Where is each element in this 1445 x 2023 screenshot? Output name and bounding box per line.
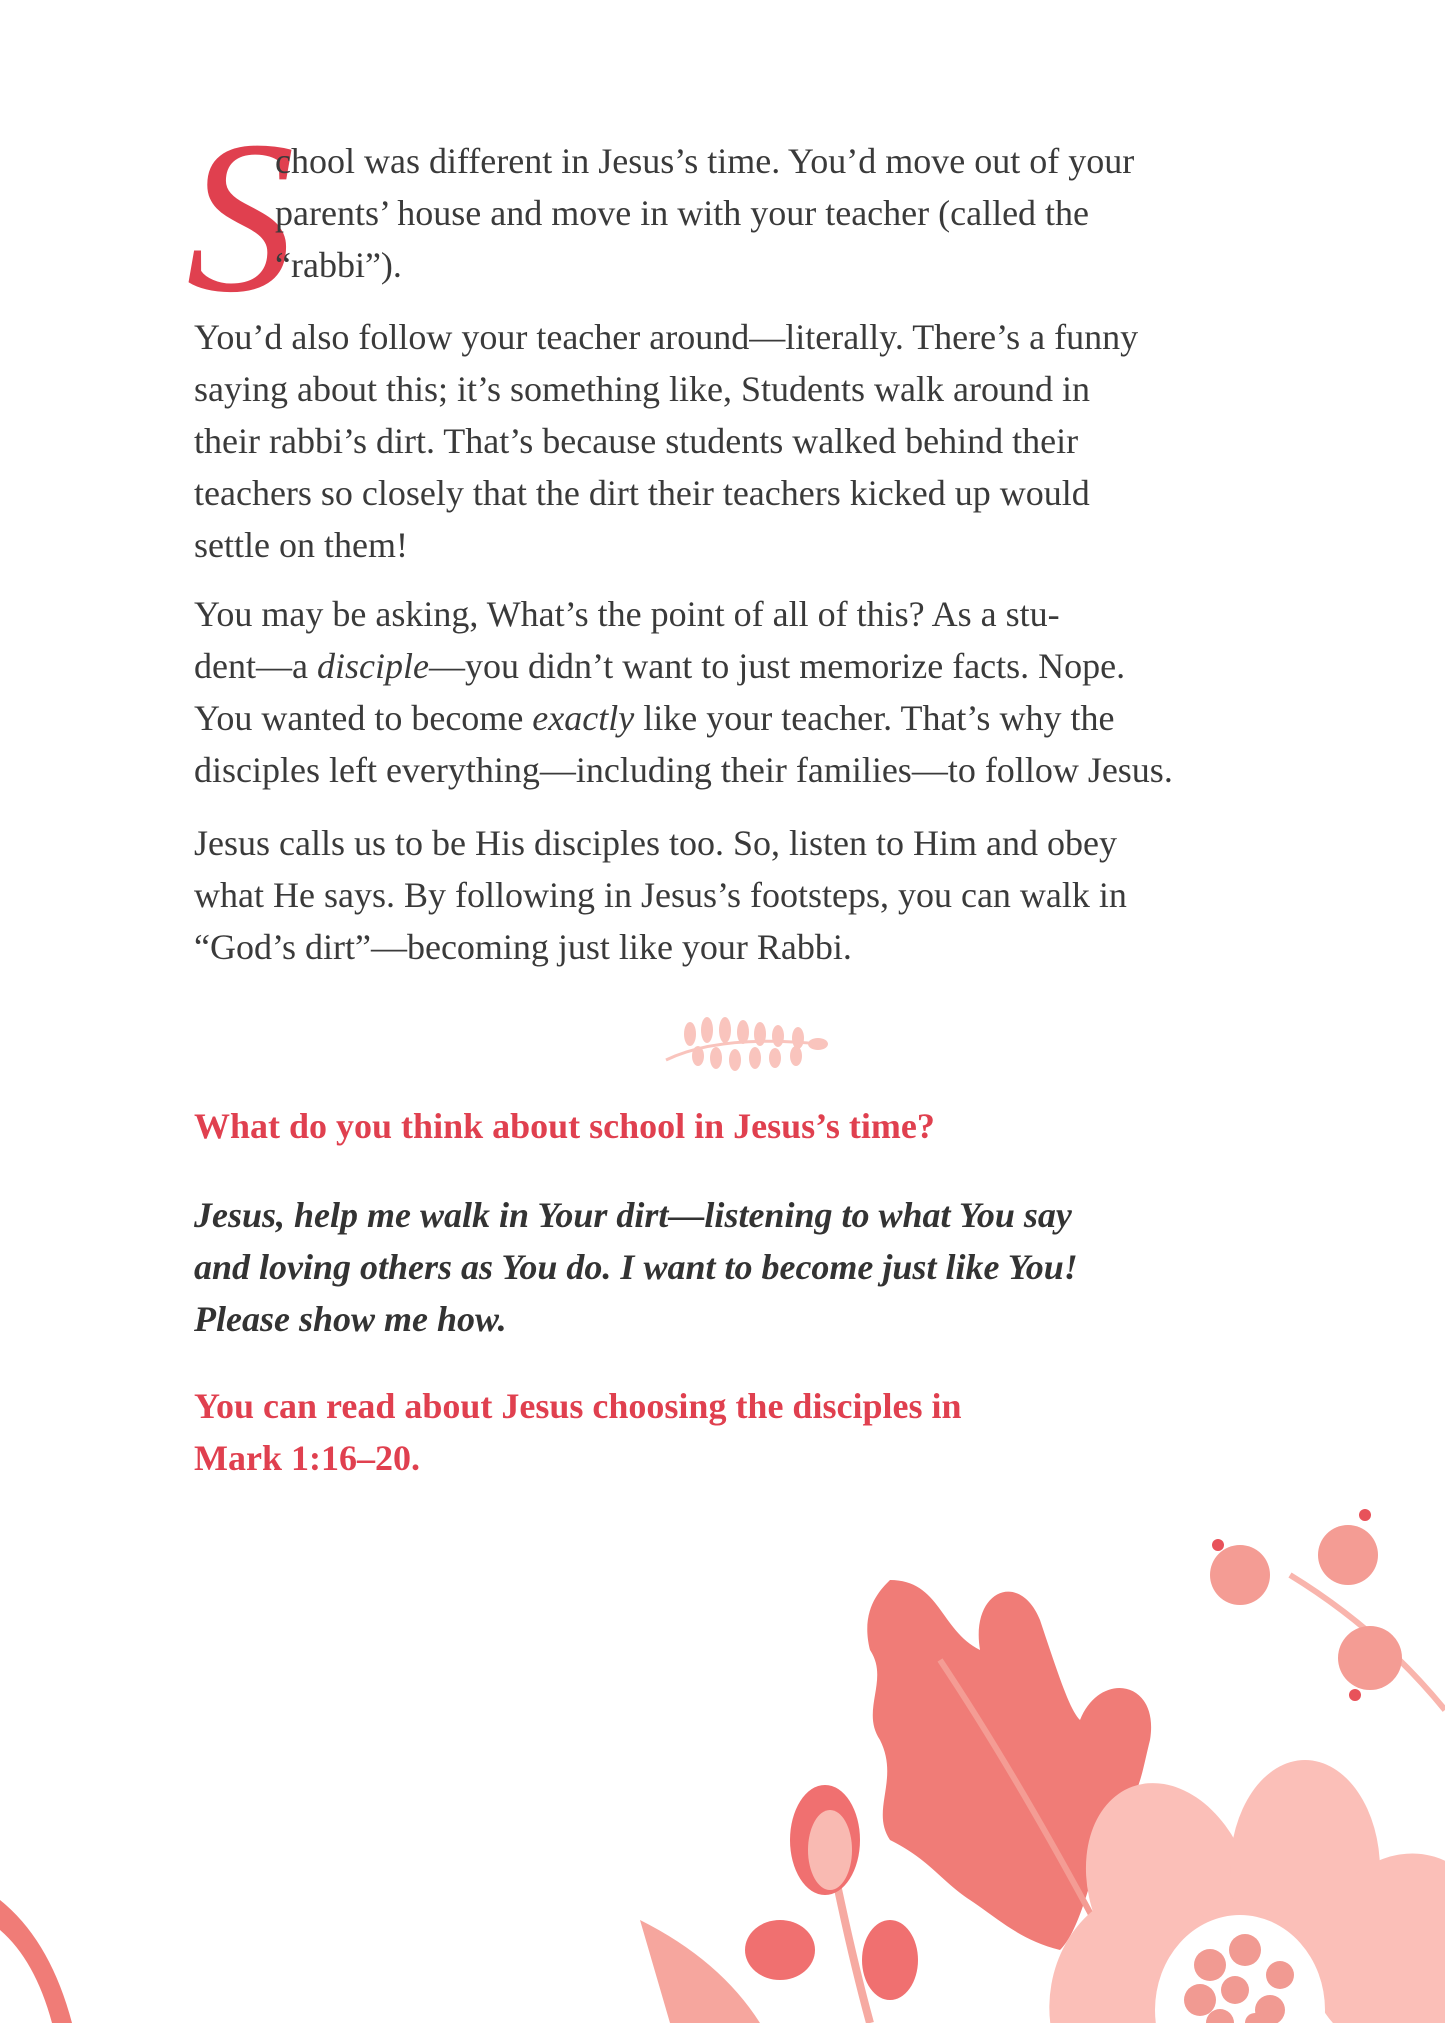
sprig-divider-icon	[660, 1012, 830, 1072]
text-line: parents’ house and move in with your teacher (called the	[275, 193, 1090, 233]
text: You wanted to become	[194, 698, 533, 738]
text-line: Jesus calls us to be His disciples too. So, listen to Him and obey	[194, 823, 1117, 863]
emphasis: disciple	[316, 646, 429, 686]
text-line: saying about this; it’s something like, Students walk around in	[194, 369, 1090, 409]
drop-cap: S	[186, 97, 295, 338]
text-line: what He says. By following in Jesus’s footsteps, you can walk in	[194, 875, 1127, 915]
reference-line: You can read about Jesus choosing the disciples in	[194, 1386, 962, 1426]
emphasis: exactly	[532, 698, 635, 738]
text-line: disciples left everything—including their families—to follow Jesus.	[194, 750, 1173, 790]
text-line: settle on them!	[194, 525, 408, 565]
prayer-line: Please show me how.	[194, 1299, 507, 1339]
reflection-question: What do you think about school in Jesus’s time?	[194, 1106, 935, 1146]
text-line: chool was different in Jesus’s time. You’d move out of your	[275, 141, 1135, 181]
text-line: You’d also follow your teacher around—literally. There’s a funny	[194, 317, 1139, 357]
text-line: You may be asking, What’s the point of all of this? As a stu-	[194, 594, 1060, 634]
text-line	[194, 692, 1114, 744]
text-line: their rabbi’s dirt. That’s because students walked behind their	[194, 421, 1079, 461]
prayer-line: and loving others as You do. I want to become just like You!	[194, 1247, 1078, 1287]
floral-illustration	[640, 1480, 1445, 2023]
text: dent—a	[194, 646, 317, 686]
prayer-line: Jesus, help me walk in Your dirt—listening to what You say	[194, 1195, 1072, 1235]
text: like your teacher. That’s why the	[634, 698, 1115, 738]
text-line	[194, 640, 1125, 692]
text-line: “God’s dirt”—becoming just like your Rabbi.	[194, 927, 852, 967]
text-line: teachers so closely that the dirt their teachers kicked up would	[194, 473, 1090, 513]
reference-line: Mark 1:16–20.	[194, 1438, 420, 1478]
corner-arc-decoration	[0, 1890, 80, 2023]
text-line: “rabbi”).	[275, 245, 402, 285]
text: —you didn’t want to just memorize facts. Nope.	[428, 646, 1126, 686]
